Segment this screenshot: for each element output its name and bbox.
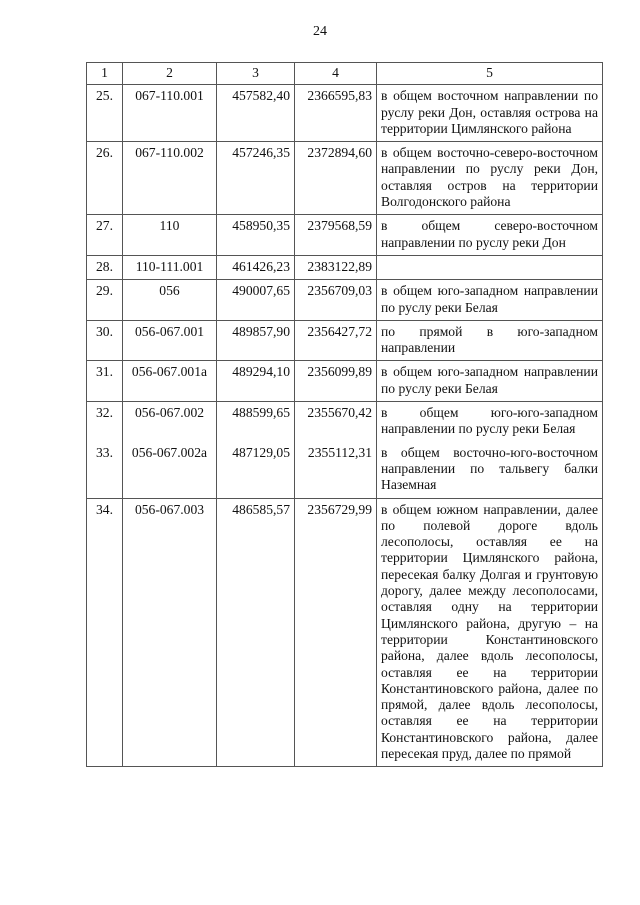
coord-x: 487129,05: [217, 442, 295, 498]
coord-x: 457582,40: [217, 85, 295, 142]
coord-x: 489294,10: [217, 361, 295, 402]
row-number: 27.: [87, 215, 123, 256]
point-code: 056-067.003: [123, 498, 217, 767]
boundary-description: в общем восточно-северо-восточном направлении по руслу реки Дон, оставляя остров на территории Волгодонского района: [377, 142, 603, 215]
table-row: [87, 498, 603, 767]
coord-x: 461426,23: [217, 255, 295, 279]
point-code: 056-067.002а: [123, 442, 217, 498]
row-number: 30.: [87, 320, 123, 361]
point-code: 110-111.001: [123, 255, 217, 279]
table-row: [87, 402, 603, 442]
header-col-5: 5: [377, 63, 603, 85]
coord-x: 458950,35: [217, 215, 295, 256]
coord-x: 488599,65: [217, 402, 295, 442]
row-number: 32.: [87, 402, 123, 442]
table-row: [87, 280, 603, 321]
row-number: 31.: [87, 361, 123, 402]
point-code: 056-067.001: [123, 320, 217, 361]
table-row: [87, 142, 603, 215]
boundary-description: в общем южном направлении, далее по полевой дороге вдоль лесополосы, оставляя ее на территории Цимлянского района, пересекая балку Долгая и грунтовую дорогу, далее между лесополосами, оставляя одну на территории Цимлянского района, другую – на территории Константиновского района, далее вдоль лесополосы, оставляя ее на территории Константиновского района, далее по прямой, далее вдоль лесополосы, оставляя ее на территории Константиновского района, далее пересекая пруд, далее по прямой: [377, 498, 603, 767]
row-number: 28.: [87, 255, 123, 279]
coord-y: 2356099,89: [295, 361, 377, 402]
boundary-description: в общем юго-западном направлении по руслу реки Белая: [377, 280, 603, 321]
coord-y: 2379568,59: [295, 215, 377, 256]
row-number: 25.: [87, 85, 123, 142]
coord-y: 2356709,03: [295, 280, 377, 321]
point-code: 067-110.002: [123, 142, 217, 215]
boundary-description: по прямой в юго-западном направлении: [377, 320, 603, 361]
coord-y: 2356427,72: [295, 320, 377, 361]
row-number: 34.: [87, 498, 123, 767]
boundary-description: в общем юго-западном направлении по руслу реки Белая: [377, 361, 603, 402]
point-code: 056-067.002: [123, 402, 217, 442]
row-number: 33.: [87, 442, 123, 498]
coord-y: 2356729,99: [295, 498, 377, 767]
table-row: [87, 85, 603, 142]
boundary-description: в общем северо-восточном направлении по руслу реки Дон: [377, 215, 603, 256]
point-code: 056: [123, 280, 217, 321]
coord-y: 2383122,89: [295, 255, 377, 279]
coord-x: 490007,65: [217, 280, 295, 321]
coord-y: 2372894,60: [295, 142, 377, 215]
boundary-description: в общем юго-юго-западном направлении по руслу реки Белая: [377, 402, 603, 442]
point-code: 067-110.001: [123, 85, 217, 142]
coord-y: 2366595,83: [295, 85, 377, 142]
header-col-4: 4: [295, 63, 377, 85]
header-col-3: 3: [217, 63, 295, 85]
coord-y: 2355112,31: [295, 442, 377, 498]
boundary-description: в общем восточно-юго-восточном направлении по тальвегу балки Наземная: [377, 442, 603, 498]
point-code: 110: [123, 215, 217, 256]
coord-y: 2355670,42: [295, 402, 377, 442]
boundary-table: [86, 62, 603, 767]
row-number: 26.: [87, 142, 123, 215]
boundary-description: [377, 255, 603, 279]
table-row: [87, 361, 603, 402]
table-row: [87, 215, 603, 256]
coord-x: 489857,90: [217, 320, 295, 361]
point-code: 056-067.001а: [123, 361, 217, 402]
row-number: 29.: [87, 280, 123, 321]
header-col-1: 1: [87, 63, 123, 85]
table-row: [87, 255, 603, 279]
coord-x: 486585,57: [217, 498, 295, 767]
table-header-row: [87, 63, 603, 85]
boundary-description: в общем восточном направлении по руслу реки Дон, оставляя острова на территории Цимлянского района: [377, 85, 603, 142]
coord-x: 457246,35: [217, 142, 295, 215]
table-row: [87, 442, 603, 498]
header-col-2: 2: [123, 63, 217, 85]
page-number: 24: [313, 24, 327, 39]
table-row: [87, 320, 603, 361]
